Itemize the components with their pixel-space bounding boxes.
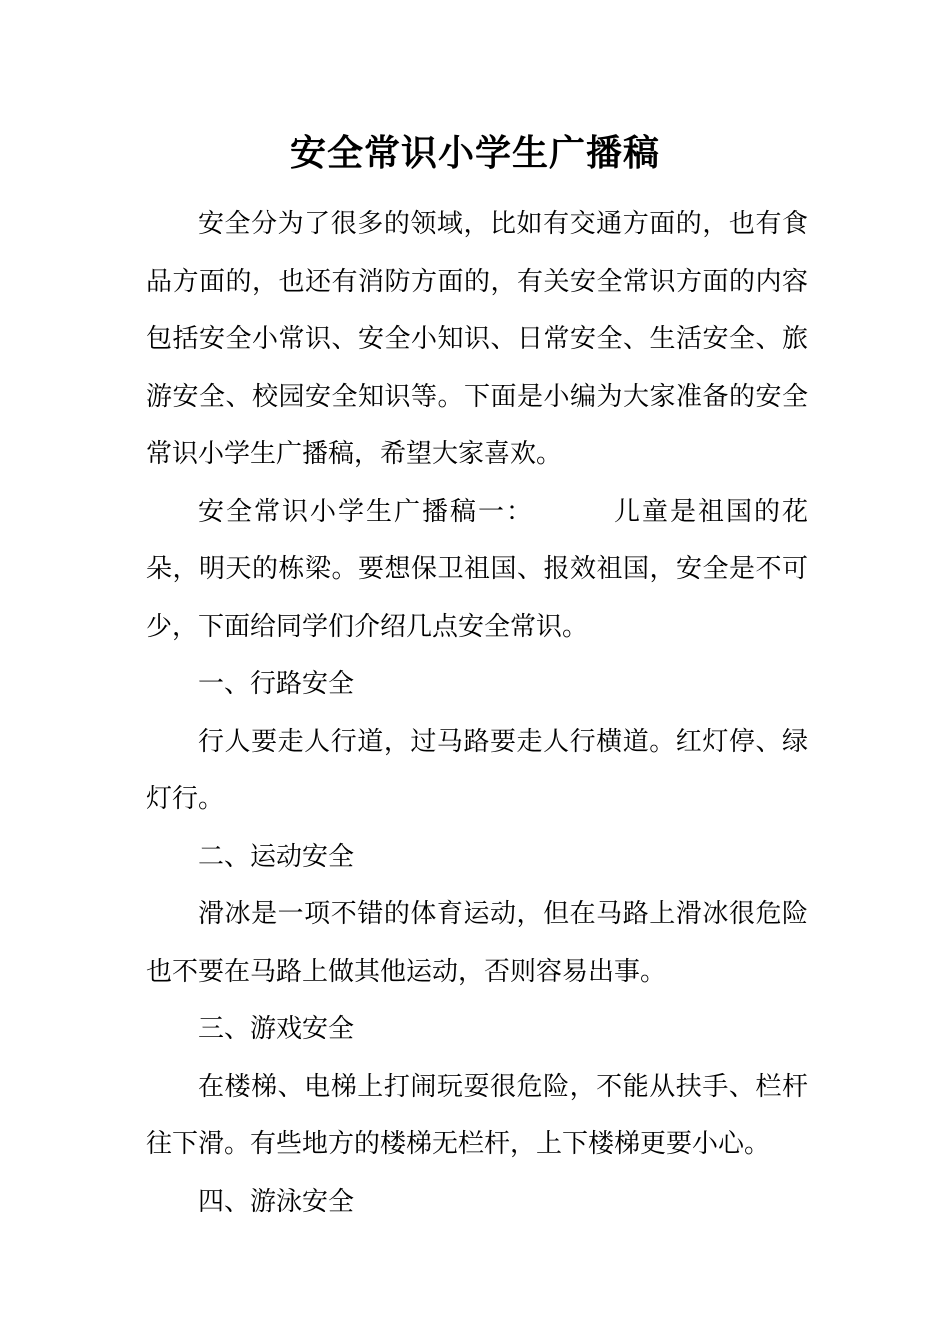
part-one-label: 安全常识小学生广播稿一： <box>198 496 534 527</box>
intro-paragraph: 安全分为了很多的领域，比如有交通方面的，也有食品方面的，也还有消防方面的，有关安全常识方面的内容包括安全小常识、安全小知识、日常安全、生活安全、旅游安全、校园安全知识等。下面是小编为大家准备的安全常识小学生广播稿，希望大家喜欢。 <box>146 209 808 469</box>
section-text-walking: 行人要走人行道，过马路要走人行横道。红灯停、绿灯行。 <box>146 726 808 814</box>
section-text-games: 在楼梯、电梯上打闹玩耍很危险，不能从扶手、栏杆往下滑。有些地方的楼梯无栏杆，上下楼梯更要小心。 <box>146 1071 808 1159</box>
document-title: 安全常识小学生广播稿 <box>289 132 660 174</box>
document-body <box>146 196 808 1231</box>
section-heading-walking: 一、行路安全 <box>198 669 355 699</box>
part-one-text: 儿童是祖国的花朵，明天的栋梁。要想保卫祖国、报效祖国，安全是不可少，下面给同学们介绍几点安全常识。 <box>146 496 808 642</box>
section-text-sports: 滑冰是一项不错的体育运动，但在马路上滑冰很危险也不要在马路上做其他运动，否则容易出事。 <box>146 899 808 987</box>
section-heading-swimming: 四、游泳安全 <box>198 1186 355 1217</box>
section-heading-games: 三、游戏安全 <box>198 1014 355 1044</box>
section-heading-sports: 二、运动安全 <box>198 841 355 872</box>
part-one-paragraph <box>146 484 808 657</box>
